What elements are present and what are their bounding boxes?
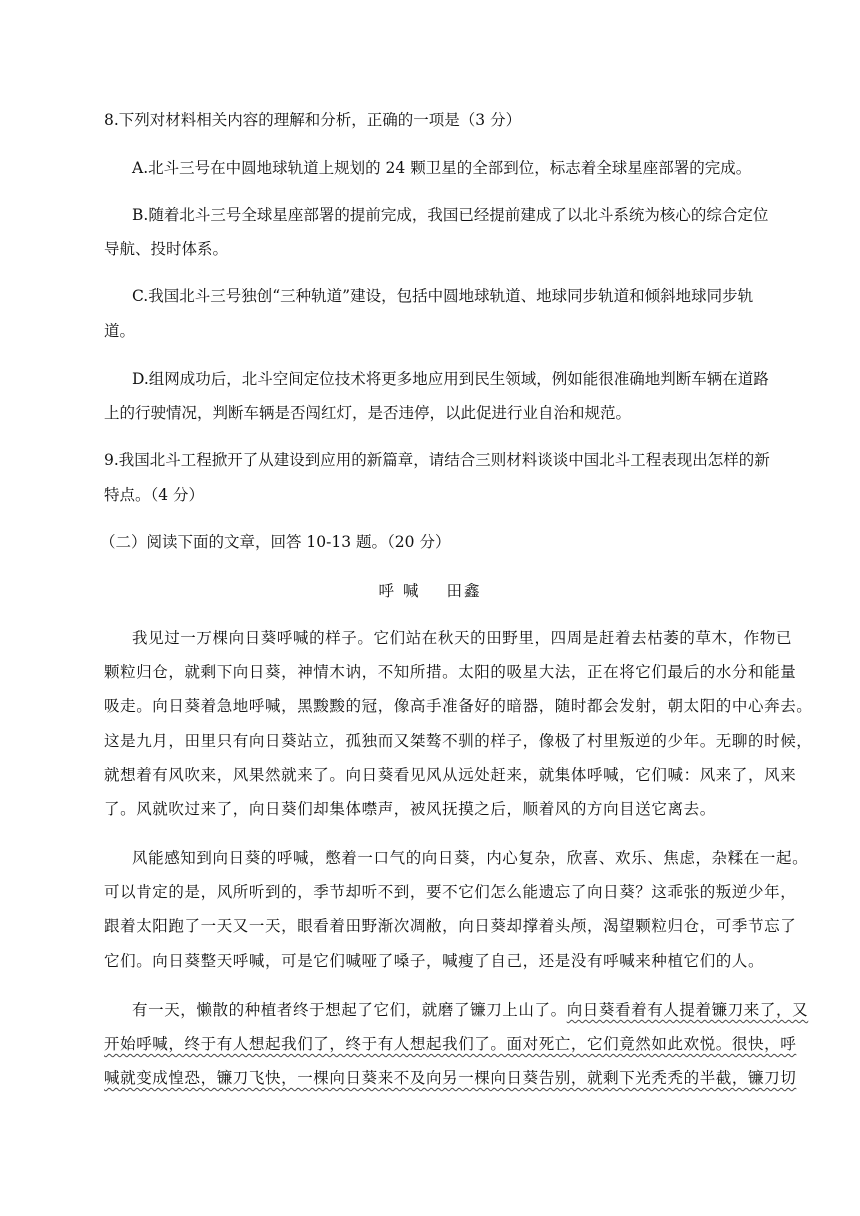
article-p1-line: 我见过一万棵向日葵呼喊的样子。它们站在秋天的田野里，四周是赶着去枯萎的草木，作物已	[132, 629, 793, 647]
question-8-option-d-line1: D.组网成功后，北斗空间定位技术将更多地应用到民生领域，例如能很准确地判断车辆在道路	[132, 370, 769, 388]
article-p3-line	[104, 1029, 797, 1059]
article-p1-line: 颗粒归仓，就剩下向日葵，神情木讷，不知所措。太阳的吸星大法，正在将它们最后的水分和能量	[104, 663, 797, 681]
article-p2-line: 跟着太阳跑了一天又一天，眼看着田野渐次凋敝，向日葵却撑着头颅，渴望颗粒归仓，可季节忘了	[104, 917, 797, 935]
article-p3-underlined-text: 开始呼喊，终于有人想起我们了，终于有人想起我们了。面对死亡，它们竟然如此欢悦。很快，呼	[104, 1035, 797, 1053]
question-8-option-b-line2: 导航、投时体系。	[104, 240, 229, 258]
question-8-stem: 8.下列对材料相关内容的理解和分析，正确的一项是（3 分）	[104, 111, 522, 129]
article-title-block	[0, 576, 860, 606]
article-p3-line	[104, 1063, 797, 1093]
article-p3-line	[104, 995, 809, 1025]
question-8-option-a: A.北斗三号在中圆地球轨道上规划的 24 颗卫星的全部到位，标志着全球星座部署的完成。	[132, 159, 752, 177]
question-8-option-c-line2: 道。	[104, 322, 136, 340]
article-p3-underlined-text: 喊就变成惶恐，镰刀飞快，一棵向日葵来不及向另一棵向日葵告别，就剩下光秃秃的半截，镰刀切	[104, 1069, 797, 1087]
article-p2-line: 风能感知到向日葵的呼喊，憋着一口气的向日葵，内心复杂，欣喜、欢乐、焦虑，杂糅在一起。	[132, 849, 809, 867]
question-9-line1: 9.我国北斗工程掀开了从建设到应用的新篇章，请结合三则材料谈谈中国北斗工程表现出怎样的新	[104, 451, 770, 469]
article-p1-line: 了。风就吹过来了，向日葵们却集体噤声，被风抚摸之后，顺着风的方向目送它离去。	[104, 800, 716, 818]
question-8-option-b-line1: B.随着北斗三号全球星座部署的提前完成，我国已经提前建成了以北斗系统为核心的综合定位	[132, 206, 769, 224]
article-title: 呼 喊	[378, 582, 421, 600]
article-author: 田鑫	[446, 582, 482, 600]
article-p2-line: 可以肯定的是，风所听到的，季节却听不到，要不它们怎么能遗忘了向日葵？这乖张的叛逆少年，	[104, 883, 797, 901]
section-header: （二）阅读下面的文章，回答 10-13 题。（20 分）	[100, 533, 451, 551]
article-p3-plain-text: 有一天，懒散的种植者终于想起了它们，就磨了镰刀上山了。	[132, 1001, 567, 1019]
question-8-option-d-line2: 上的行驶情况，判断车辆是否闯红灯，是否违停，以此促进行业自治和规范。	[104, 404, 632, 422]
article-p2-line: 它们。向日葵整天呼喊，可是它们喊哑了嗓子，喊瘦了自己，还是没有呼喊来种植它们的人。	[104, 952, 765, 970]
article-p1-line: 这是九月，田里只有向日葵站立，孤独而又桀骜不驯的样子，像极了村里叛逆的少年。无聊的时候，	[104, 732, 813, 750]
question-9-line2: 特点。（4 分）	[104, 486, 205, 504]
article-p1-line: 吸走。向日葵着急地呼喊，黑黢黢的冠，像高手准备好的暗器，随时都会发射，朝太阳的中心奔去。	[104, 697, 813, 715]
article-p1-line: 就想着有风吹来，风果然就来了。向日葵看见风从远处赶来，就集体呼喊，它们喊：风来了，风来	[104, 766, 797, 784]
article-p3-underlined-text: 向日葵看着有人提着镰刀来了，又	[566, 1001, 809, 1019]
question-8-option-c-line1: C.我国北斗三号独创“三种轨道”建设，包括中圆地球轨道、地球同步轨道和倾斜地球同步轨	[132, 287, 754, 305]
